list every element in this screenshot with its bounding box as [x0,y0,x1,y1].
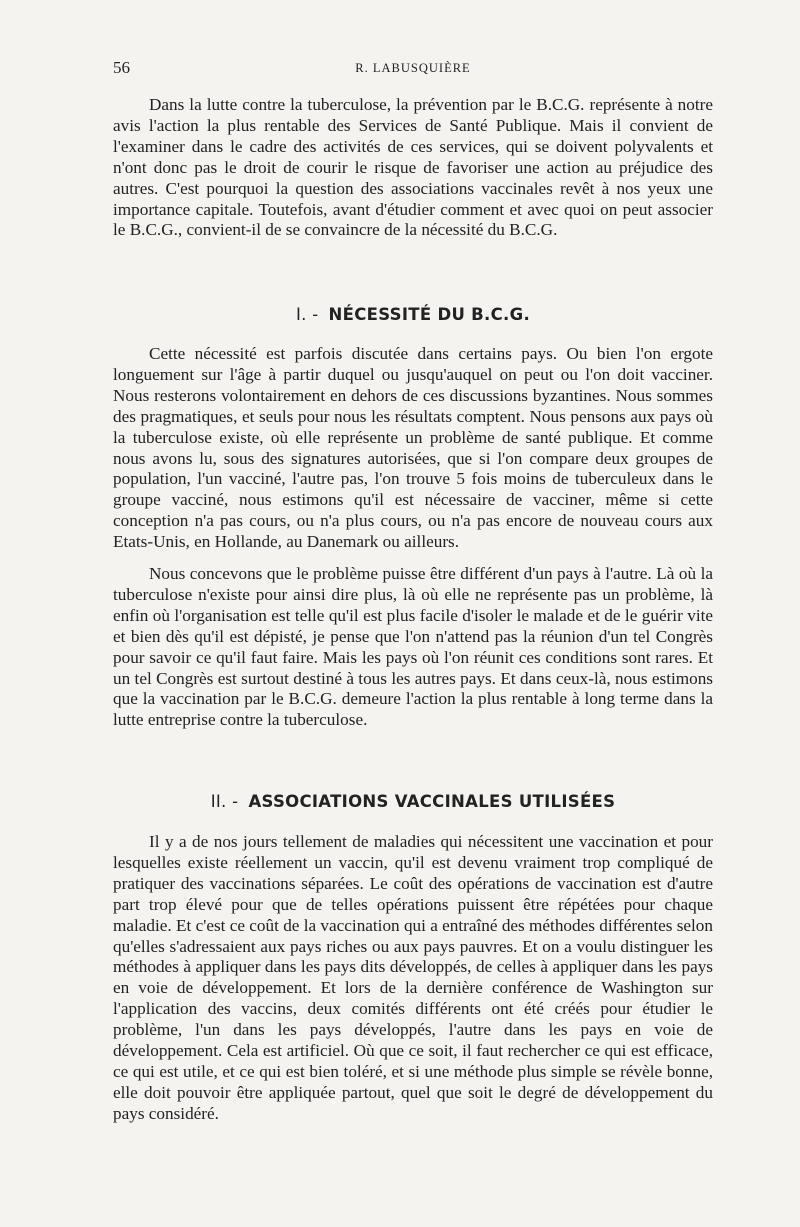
section-1-body [113,344,713,553]
section-1-number: I. - [295,305,319,324]
running-header [113,58,713,80]
section-2-title: ASSOCIATIONS VACCINALES UTILISÉES [248,792,616,811]
section-1-paragraph: Nous concevons que le problème puisse être différent d'un pays à l'autre. Là où la tuberculose n'existe pour ainsi dire plus, là où elle ne représente pas un problème, là enfin où l'organisation est telle qu'il est plus facile d'isoler le malade et de le guérir vite et bien dès qu'il est dépisté, je pense que l'on n'attend pas la réunion d'un tel Congrès pour savoir ce qu'il faut faire. Mais les pays où l'on réunit ces conditions sont rares. Et un tel Congrès est surtout destiné à tous les autres pays. Et dans ceux-là, nous estimons que la vaccination par le B.C.G. demeure l'action la plus rentable à long terme dans la lutte entreprise contre la tuberculose. [113,564,713,730]
section-2-body [113,832,713,1125]
section-1-heading [113,305,713,324]
running-header-author: R. LABUSQUIÈRE [355,61,471,75]
section-2-number: II. - [210,792,239,811]
section-2-paragraph: Il y a de nos jours tellement de maladies qui nécessitent une vaccination et pour lesquelles existe réellement un vaccin, qu'il est devenu vraiment trop compliqué de pratiquer des vaccinations séparées. Le coût des opérations de vaccination est d'autre part trop élevé pour que de telles opérations puissent être répétées pour chaque maladie. Et c'est ce coût de la vaccination qui a entraîné des méthodes différentes selon qu'elles s'adressaient aux pays riches ou aux pays pauvres. Et on a voulu distinguer les méthodes à appliquer dans les pays dits développés, de celles à appliquer dans les pays en voie de développement. Et lors de la dernière conférence de Washington sur l'application des vaccins, deux comités différents ont été créés pour étudier le problème, l'un dans les pays développés, l'autre dans les pays en voie de développement. Cela est artificiel. Où que ce soit, il faut rechercher ce qui est efficace, ce qui est utile, et ce qui est bien toléré, et si une méthode plus simple se révèle bonne, elle doit pouvoir être appliquée partout, quel que soit le degré de développement du pays considéré. [113,832,713,1123]
section-1-title: NÉCESSITÉ DU B.C.G. [328,305,531,324]
section-2-heading [113,792,713,811]
page-number: 56 [113,58,130,77]
intro-paragraph: Dans la lutte contre la tuberculose, la prévention par le B.C.G. représente à notre avis l'action la plus rentable des Services de Santé Publique. Mais il convient de l'examiner dans le cadre des activités de ces services, qui se doivent polyvalents et n'ont donc pas le droit de courir le risque de favoriser une action au préjudice des autres. C'est pourquoi la question des associations vaccinales revêt à nos yeux une importance capitale. Toutefois, avant d'étudier comment et avec quoi on peut associer le B.C.G., convient-il de se convaincre de la nécessité du B.C.G. [113,95,713,240]
section-1-body-2 [113,564,713,731]
intro-block [113,95,713,241]
section-1-paragraph: Cette nécessité est parfois discutée dans certains pays. Ou bien l'on ergote longuement sur l'âge à partir duquel ou jusqu'auquel on peut ou l'on doit vacciner. Nous resterons volontairement en dehors de ces discussions byzantines. Nous sommes des pragmatiques, et seuls pour nous les résultats comptent. Nous pensons aux pays où la tuberculose existe, où elle représente un problème de santé publique. Et comme nous avons lu, sous des signatures autorisées, que si l'on compare deux groupes de population, l'un vacciné, l'autre pas, l'on trouve 5 fois moins de tuberculeux dans le groupe vacciné, nous estimons qu'il est nécessaire de vacciner, même si cette conception n'a pas cours, ou n'a plus cours, ou n'a pas encore de nouveau cours aux Etats-Unis, en Hollande, au Danemark ou ailleurs. [113,344,713,552]
